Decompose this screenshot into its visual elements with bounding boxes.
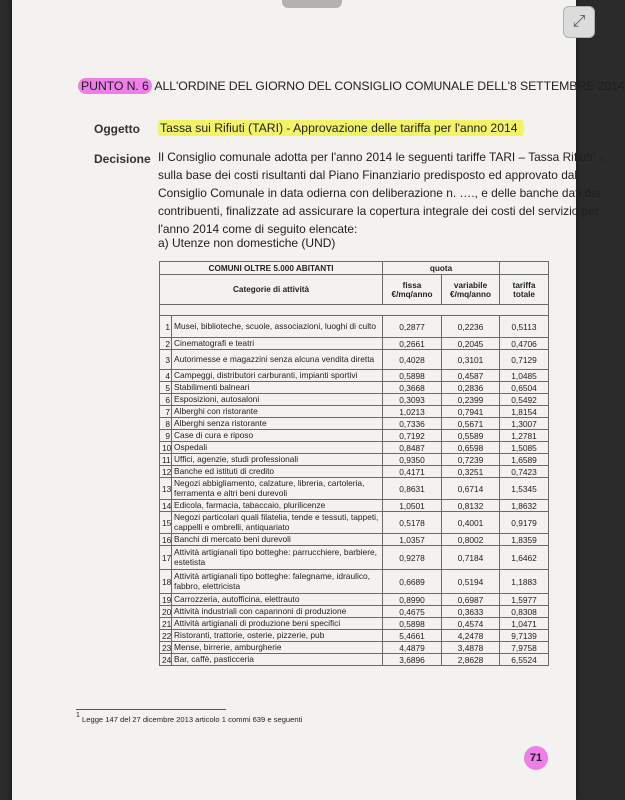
row-category: Negozi abbigliamento, calzature, libreria, cartoleria, ferramenta e altri beni durevoli — [172, 478, 383, 500]
row-fissa: 0,5898 — [383, 370, 442, 382]
row-category: Attività artigianali di produzione beni specifici — [172, 618, 383, 630]
row-fissa: 0,8631 — [383, 478, 442, 500]
row-index: 9 — [160, 430, 172, 442]
group-header: COMUNI OLTRE 5.000 ABITANTI — [160, 262, 383, 275]
row-index: 18 — [160, 570, 172, 594]
footnote-num: 1 — [76, 712, 80, 719]
table-row — [160, 534, 549, 546]
row-category: Attività artigianali tipo botteghe: parrucchiere, barbiere, estetista — [172, 546, 383, 570]
row-variabile: 0,8132 — [442, 500, 500, 512]
row-index: 19 — [160, 594, 172, 606]
decisione-line-4: contribuenti, finalizzate ad assicurare la copertura integrale dei costi del servizio per — [158, 203, 599, 218]
row-index: 4 — [160, 370, 172, 382]
oggetto-label: Oggetto — [94, 122, 140, 136]
row-totale: 1,3007 — [500, 418, 549, 430]
row-category: Case di cura e riposo — [172, 430, 383, 442]
row-fissa: 0,8990 — [383, 594, 442, 606]
row-fissa: 0,7336 — [383, 418, 442, 430]
row-category: Mense, birrerie, amburgherie — [172, 642, 383, 654]
row-variabile: 0,4587 — [442, 370, 500, 382]
row-category: Stabilimenti balneari — [172, 382, 383, 394]
row-totale: 0,7423 — [500, 466, 549, 478]
row-variabile: 0,2236 — [442, 316, 500, 338]
row-variabile: 4,2478 — [442, 630, 500, 642]
row-totale: 1,6462 — [500, 546, 549, 570]
footnote-ref: 1 — [592, 151, 597, 158]
row-fissa: 1,0357 — [383, 534, 442, 546]
page-header — [78, 79, 625, 93]
row-category: Ospedali — [172, 442, 383, 454]
row-category: Negozi particolari quali filatelia, tende e tessuti, tappeti, cappelli e ombrelli, antiquariato — [172, 512, 383, 534]
row-totale: 0,8308 — [500, 606, 549, 618]
table-row — [160, 442, 549, 454]
tariffe-table — [159, 261, 549, 666]
row-variabile: 0,6598 — [442, 442, 500, 454]
row-fissa: 5,4661 — [383, 630, 442, 642]
table-row — [160, 512, 549, 534]
row-variabile: 0,5589 — [442, 430, 500, 442]
row-totale: 1,5977 — [500, 594, 549, 606]
row-category: Uffici, agenzie, studi professionali — [172, 454, 383, 466]
row-index: 24 — [160, 654, 172, 666]
row-variabile: 0,2399 — [442, 394, 500, 406]
row-variabile: 0,2045 — [442, 338, 500, 350]
table-row — [160, 394, 549, 406]
row-index: 7 — [160, 406, 172, 418]
row-fissa: 0,9350 — [383, 454, 442, 466]
decisione-line-2: sulla base dei costi risultanti dal Piano Finanziario predisposto ed approvato dal — [158, 167, 578, 182]
table-row — [160, 570, 549, 594]
col-variabile-header: variabile €/mq/anno — [442, 275, 500, 305]
table-row — [160, 618, 549, 630]
row-index: 16 — [160, 534, 172, 546]
row-variabile: 0,6714 — [442, 478, 500, 500]
table-row — [160, 642, 549, 654]
empty-header — [500, 262, 549, 275]
row-index: 10 — [160, 442, 172, 454]
quota-header: quota — [383, 262, 500, 275]
row-variabile: 0,3101 — [442, 350, 500, 370]
expand-icon: ⤢ — [572, 13, 586, 30]
row-category: Edicola, farmacia, tabaccaio, plurilicenze — [172, 500, 383, 512]
table-row — [160, 478, 549, 500]
row-category: Ristoranti, trattorie, osterie, pizzerie, pub — [172, 630, 383, 642]
top-handle[interactable] — [282, 0, 342, 8]
footnote-rule — [76, 709, 226, 710]
row-index: 1 — [160, 316, 172, 338]
row-category: Attività industriali con capannoni di produzione — [172, 606, 383, 618]
row-fissa: 0,7192 — [383, 430, 442, 442]
row-category: Alberghi senza ristorante — [172, 418, 383, 430]
table-row — [160, 466, 549, 478]
row-variabile: 0,6987 — [442, 594, 500, 606]
spacer-row — [160, 305, 549, 316]
row-category: Carrozzeria, autofficina, elettrauto — [172, 594, 383, 606]
row-variabile: 0,7239 — [442, 454, 500, 466]
row-fissa: 0,6689 — [383, 570, 442, 594]
row-index: 21 — [160, 618, 172, 630]
row-totale: 6,5524 — [500, 654, 549, 666]
row-fissa: 0,4675 — [383, 606, 442, 618]
row-fissa: 0,9278 — [383, 546, 442, 570]
row-variabile: 0,3633 — [442, 606, 500, 618]
row-index: 17 — [160, 546, 172, 570]
row-index: 13 — [160, 478, 172, 500]
row-category: Attività artigianali tipo botteghe: falegname, idraulico, fabbro, elettricista — [172, 570, 383, 594]
table-row — [160, 546, 549, 570]
table-row — [160, 500, 549, 512]
row-category: Esposizioni, autosaloni — [172, 394, 383, 406]
row-totale: 1,2781 — [500, 430, 549, 442]
row-totale: 1,8154 — [500, 406, 549, 418]
row-totale: 9,7139 — [500, 630, 549, 642]
table-row — [160, 316, 549, 338]
decisione-line-5: l'anno 2014 come di seguito elencate: — [158, 221, 358, 236]
row-variabile: 0,2836 — [442, 382, 500, 394]
row-totale: 1,5085 — [500, 442, 549, 454]
row-index: 3 — [160, 350, 172, 370]
row-totale: 0,7129 — [500, 350, 549, 370]
table-row — [160, 594, 549, 606]
table-row — [160, 350, 549, 370]
row-variabile: 0,4001 — [442, 512, 500, 534]
category-header: Categorie di attività — [160, 275, 383, 305]
row-totale: 1,8359 — [500, 534, 549, 546]
row-variabile: 0,5194 — [442, 570, 500, 594]
row-fissa: 0,8487 — [383, 442, 442, 454]
decisione-text — [158, 146, 607, 239]
row-variabile: 0,4574 — [442, 618, 500, 630]
row-variabile: 0,7184 — [442, 546, 500, 570]
row-index: 5 — [160, 382, 172, 394]
row-category: Banchi di mercato beni durevoli — [172, 534, 383, 546]
row-index: 6 — [160, 394, 172, 406]
row-fissa: 0,4028 — [383, 350, 442, 370]
header-highlight: PUNTO N. 6 — [78, 78, 152, 94]
decisione-label: Decisione — [94, 152, 151, 166]
table-row — [160, 406, 549, 418]
row-index: 22 — [160, 630, 172, 642]
col-totale-header: tariffa totale — [500, 275, 549, 305]
row-totale: 0,6504 — [500, 382, 549, 394]
row-fissa: 4,4879 — [383, 642, 442, 654]
row-fissa: 1,0213 — [383, 406, 442, 418]
row-fissa: 0,4171 — [383, 466, 442, 478]
oggetto-text: Tassa sui Rifiuti (TARI) - Approvazione delle tariffa per l'anno 2014 — [158, 120, 524, 136]
row-variabile: 0,8002 — [442, 534, 500, 546]
row-variabile: 3,4878 — [442, 642, 500, 654]
row-fissa: 0,5898 — [383, 618, 442, 630]
row-category: Cinematografi e teatri — [172, 338, 383, 350]
row-index: 8 — [160, 418, 172, 430]
table-row — [160, 418, 549, 430]
table-body — [160, 316, 549, 666]
row-index: 11 — [160, 454, 172, 466]
row-index: 12 — [160, 466, 172, 478]
row-fissa: 0,3668 — [383, 382, 442, 394]
row-variabile: 0,5671 — [442, 418, 500, 430]
decisione-line-1: Il Consiglio comunale adotta per l'anno 2014 le seguenti tariffe TARI – Tassa Rifiuti$^1$ -, — [158, 150, 607, 164]
row-totale: 1,5345 — [500, 478, 549, 500]
col-fissa-header: fissa €/mq/anno — [383, 275, 442, 305]
row-variabile: 0,7941 — [442, 406, 500, 418]
page-number: 71 — [524, 746, 548, 770]
row-fissa: 0,5178 — [383, 512, 442, 534]
row-totale: 0,5492 — [500, 394, 549, 406]
table-row — [160, 606, 549, 618]
row-totale: 1,0485 — [500, 370, 549, 382]
row-category: Bar, caffè, pasticceria — [172, 654, 383, 666]
footnote — [76, 712, 302, 724]
table-row — [160, 338, 549, 350]
row-index: 14 — [160, 500, 172, 512]
footnote-text: Legge 147 del 27 dicembre 2013 articolo 1 commi 639 e seguenti — [82, 715, 303, 724]
row-fissa: 3,6896 — [383, 654, 442, 666]
decisione-line-3: Consiglio Comunale in data odierna con deliberazione n. …., e delle banche dati dei — [158, 185, 601, 200]
table-row — [160, 382, 549, 394]
row-fissa: 1,0501 — [383, 500, 442, 512]
row-totale: 0,5113 — [500, 316, 549, 338]
row-category: Musei, biblioteche, scuole, associazioni, luoghi di culto — [172, 316, 383, 338]
table-row — [160, 370, 549, 382]
table-row — [160, 630, 549, 642]
row-index: 20 — [160, 606, 172, 618]
document-page — [12, 0, 625, 800]
row-totale: 1,1883 — [500, 570, 549, 594]
row-index: 23 — [160, 642, 172, 654]
row-variabile: 0,3251 — [442, 466, 500, 478]
row-category: Autorimesse e magazzini senza alcuna vendita diretta — [172, 350, 383, 370]
row-totale: 7,9758 — [500, 642, 549, 654]
row-totale: 1,6589 — [500, 454, 549, 466]
expand-button[interactable] — [563, 6, 595, 38]
row-category: Campeggi, distributori carburanti, impianti sportivi — [172, 370, 383, 382]
subtitle: a) Utenze non domestiche (UND) — [158, 236, 336, 250]
row-index: 15 — [160, 512, 172, 534]
row-totale: 1,0471 — [500, 618, 549, 630]
row-fissa: 0,3093 — [383, 394, 442, 406]
row-category: Alberghi con ristorante — [172, 406, 383, 418]
row-category: Banche ed istituti di credito — [172, 466, 383, 478]
header-rest: ALL'ORDINE DEL GIORNO DEL CONSIGLIO COMUNALE DELL'8 SETTEMBRE 2014 — [151, 79, 625, 93]
row-variabile: 2,8628 — [442, 654, 500, 666]
table-row — [160, 454, 549, 466]
row-fissa: 0,2877 — [383, 316, 442, 338]
row-fissa: 0,2661 — [383, 338, 442, 350]
row-totale: 0,9179 — [500, 512, 549, 534]
row-totale: 1,8632 — [500, 500, 549, 512]
table-row — [160, 654, 549, 666]
table-row — [160, 430, 549, 442]
row-index: 2 — [160, 338, 172, 350]
row-totale: 0,4706 — [500, 338, 549, 350]
